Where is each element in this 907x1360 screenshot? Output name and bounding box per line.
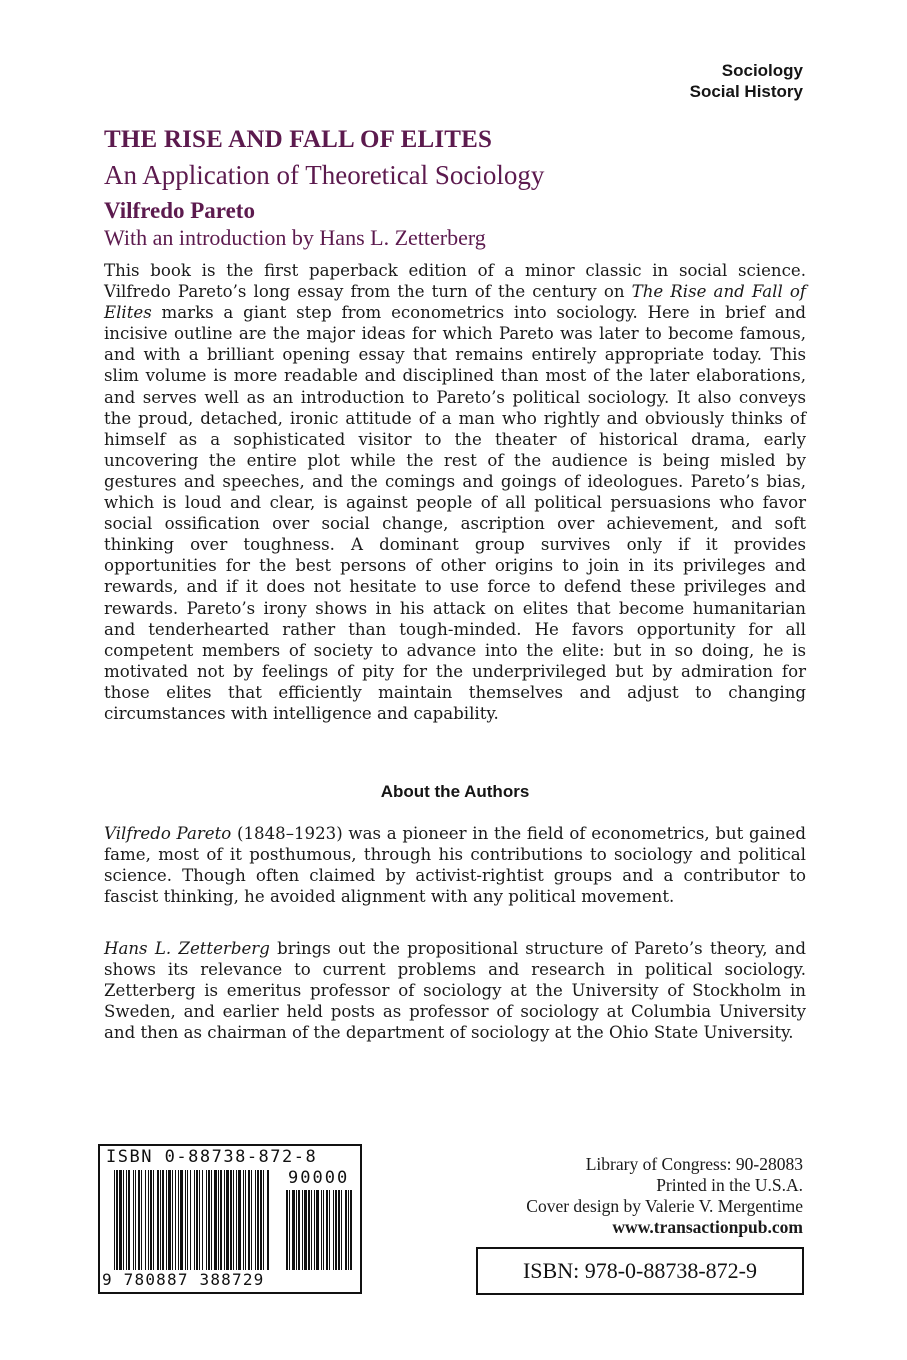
barcode-bar (350, 1190, 352, 1270)
barcode-isbn-label: ISBN 0-88738-872-8 (106, 1147, 318, 1167)
barcode-bar (160, 1170, 161, 1270)
barcode-bar (185, 1170, 186, 1270)
barcode-bar (260, 1170, 262, 1270)
about-authors-heading: About the Authors (380, 782, 530, 801)
barcode-bar (338, 1190, 340, 1270)
barcode-bar (226, 1170, 229, 1270)
barcode-bar (133, 1170, 134, 1270)
barcode-bar (148, 1170, 149, 1270)
barcode-bar (206, 1170, 207, 1270)
category-sociology: Sociology (721, 61, 803, 80)
barcode-bar (296, 1190, 297, 1270)
barcode-bar (304, 1190, 307, 1270)
category-social-history: Social History (689, 82, 803, 101)
barcode-bar (190, 1170, 191, 1270)
barcode-bar (126, 1170, 127, 1270)
barcode-bar (145, 1170, 146, 1270)
barcode-bar (141, 1170, 142, 1270)
barcode-bar (172, 1170, 173, 1270)
barcode-bar (187, 1170, 188, 1270)
publisher-url: www.transactionpub.com (612, 1217, 803, 1237)
barcode-bar (199, 1170, 200, 1270)
barcode-bar (251, 1170, 252, 1270)
barcode-bar (194, 1170, 195, 1270)
cover-design-credit: Cover design by Valerie V. Mergentime (526, 1196, 803, 1216)
barcode-bar (208, 1170, 210, 1270)
barcode-bar (345, 1190, 347, 1270)
isbn13-box: ISBN: 978-0-88738-872-9 (476, 1247, 804, 1295)
barcode-bar (128, 1170, 130, 1270)
barcode-bar (341, 1190, 342, 1270)
barcode-bar (286, 1190, 288, 1270)
barcode-bar (323, 1190, 324, 1270)
barcode-bar (150, 1170, 152, 1270)
barcode-bar (230, 1170, 232, 1270)
barcode-bar (302, 1190, 303, 1270)
barcode-bar (233, 1170, 234, 1270)
barcode-bar (298, 1190, 300, 1270)
barcode-bar (178, 1170, 179, 1270)
barcode-bar (157, 1170, 159, 1270)
barcode-bar (180, 1170, 183, 1270)
book-author: Vilfredo Pareto (104, 198, 255, 223)
description-part-2: marks a giant step from econometrics into sociology. Here in brief and incisive outline are the major ideas for which Pareto was later to become famous, and with a brilliant opening essay that remains entirely appropriate today. This slim volume is more readable and disciplined than most of the later elaborations, and serves well as an introduction to Pareto’s political sociology. It also conveys the proud, detached, ironic attitude of a man who rightly and obviously thinks of himself as a sophisticated visitor to the theater of historical drama, early uncovering the entire plot while the rest of the audience is being misled by gestures and speeches, and the comings and goings of ideologues. Pareto’s bias, which is loud and clear, is against people of all political persuasions who favor social ossification over social change, ascription over achievement, and soft thinking over toughness. A dominant group survives only if it provides opportunities for the best persons of other origins to join in its privileges and rewards, and if it does not hesitate to use force to defend these privileges and rewards. Pareto’s irony shows in his attack on elites that become humanitarian and tenderhearted rather than tough-minded. He favors opportunity for all competent members of society to advance into the elite: but in so doing, he is motivated not by feelings of pity for the underprivileged but by admiration for those elites that efficiently maintain themselves and adjust to changing circumstances with intelligence and capability. (104, 303, 806, 723)
barcode-bar (218, 1170, 219, 1270)
barcode-digits: 9 780887 388729 (102, 1270, 265, 1289)
bio-name-zetterberg: Hans L. Zetterberg (104, 939, 270, 958)
barcode-bar (162, 1170, 164, 1270)
barcode-bar (196, 1170, 198, 1270)
barcode-bar (245, 1170, 246, 1270)
barcode-bar (236, 1170, 237, 1270)
barcode-bar (316, 1190, 319, 1270)
barcode-bar (311, 1190, 312, 1270)
book-subtitle: An Application of Theoretical Sociology (104, 160, 545, 190)
barcode-bar (329, 1190, 330, 1270)
barcode-bar (116, 1170, 118, 1270)
barcode-bar (224, 1170, 225, 1270)
barcode-bar (135, 1170, 136, 1270)
barcode-bar (333, 1190, 334, 1270)
barcode-bar (289, 1190, 290, 1270)
barcode-bar (220, 1170, 222, 1270)
barcode-bar (348, 1190, 349, 1270)
barcode-bar (123, 1170, 124, 1270)
barcode-bar (267, 1170, 269, 1270)
barcode-bar (248, 1170, 250, 1270)
author-bio-pareto (104, 823, 806, 907)
barcode-addon-number: 90000 (288, 1168, 350, 1188)
barcode-bar (138, 1170, 140, 1270)
library-of-congress: Library of Congress: 90-28083 (585, 1154, 803, 1174)
barcode-bar (202, 1170, 203, 1270)
category-labels (690, 60, 803, 102)
barcode-bar (168, 1170, 171, 1270)
barcode-bar (308, 1190, 310, 1270)
bio-name-pareto: Vilfredo Pareto (104, 824, 232, 843)
barcode-bar (166, 1170, 167, 1270)
introduction-credit: With an introduction by Hans L. Zetterberg (104, 225, 486, 250)
barcode-bar (214, 1170, 217, 1270)
description-italic-title: The Rise and Fall of Elites (104, 282, 806, 323)
barcode-bar (263, 1170, 264, 1270)
book-description (104, 260, 806, 724)
barcode-bar (153, 1170, 154, 1270)
barcode-bar (321, 1190, 322, 1270)
barcode-bar (255, 1170, 256, 1270)
barcode-bar (243, 1170, 244, 1270)
bio-text-zetterberg: brings out the propositional structure of Pareto’s theory, and shows its relevance to current problems and research in political sociology. Zetterberg is emeritus professor of sociology at the University of Stockholm in Sweden, and earlier held posts as professor of sociology at Columbia University and then as chairman of the department of sociology at the Ohio State University. (104, 939, 806, 1043)
book-title: THE RISE AND FALL OF ELITES (104, 126, 493, 153)
barcode-bar (335, 1190, 337, 1270)
barcode-bar (114, 1170, 115, 1270)
printed-in: Printed in the U.S.A. (656, 1175, 803, 1195)
barcode-bar (292, 1190, 295, 1270)
barcode-bar (238, 1170, 241, 1270)
barcode-bar (326, 1190, 328, 1270)
bio-text-pareto: (1848–1923) was a pioneer in the field of econometrics, but gained fame, most of it posthumous, through his contributions to sociology and political science. Though often claimed by activist-rightist groups and a contributor to fascist thinking, he avoided alignment with any political movement. (104, 824, 806, 907)
description-part-1: This book is the first paperback edition of a minor classic in social science. Vilfredo Pareto’s long essay from the turn of the century on (104, 261, 806, 302)
barcode-bar (119, 1170, 122, 1270)
colophon (526, 1154, 803, 1238)
isbn-barcode (98, 1144, 362, 1294)
barcode-bar (175, 1170, 176, 1270)
barcode-bar (257, 1170, 259, 1270)
author-bio-zetterberg (104, 938, 806, 1043)
barcode-bar (314, 1190, 315, 1270)
barcode-bar (211, 1170, 212, 1270)
